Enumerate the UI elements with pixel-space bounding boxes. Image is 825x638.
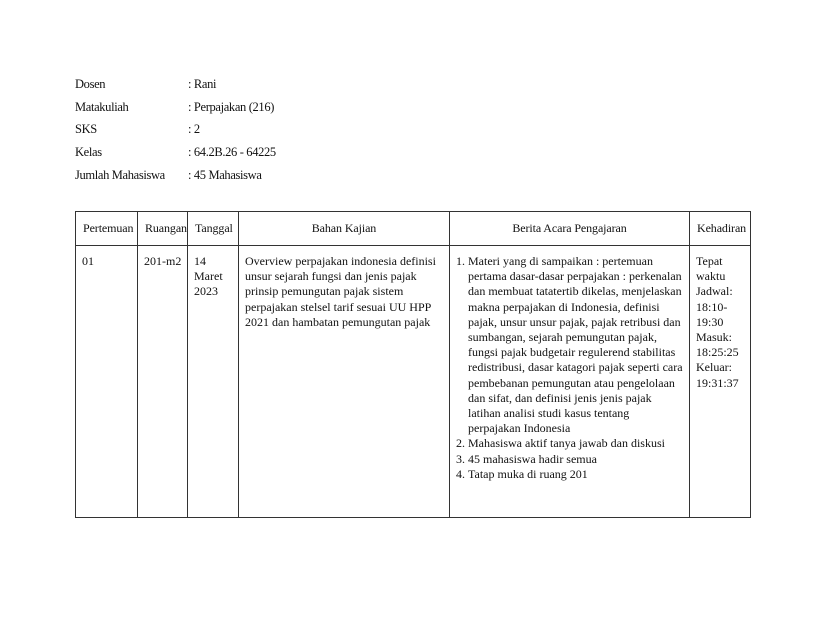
header-berita-acara: Berita Acara Pengajaran <box>450 212 690 246</box>
teaching-record-table <box>75 211 751 518</box>
header-bahan-kajian: Bahan Kajian <box>239 212 450 246</box>
kehadiran-line: 19:30 <box>696 314 724 329</box>
list-number: 2. <box>456 436 465 451</box>
kehadiran-line: 19:31:37 <box>696 375 739 390</box>
list-item <box>456 451 684 467</box>
info-label: Kelas <box>75 144 102 159</box>
list-text: Tatap muka di ruang 201 <box>468 466 588 481</box>
info-row-sks <box>75 118 276 141</box>
info-label: Jumlah Mahasiswa <box>75 167 165 182</box>
info-value: : 64.2B.26 - 64225 <box>188 144 276 159</box>
info-value: : Perpajakan (216) <box>188 99 275 114</box>
header-ruangan: Ruangan <box>138 212 188 246</box>
info-label: Dosen <box>75 76 106 91</box>
list-item <box>456 436 684 451</box>
header-pertemuan: Pertemuan <box>76 212 138 246</box>
header-tanggal: Tanggal <box>188 212 239 246</box>
cell-ruangan: 201-m2 <box>138 246 188 518</box>
kehadiran-line: Jadwal: <box>696 284 733 299</box>
list-number: 3. <box>456 451 465 466</box>
info-row-jumlah-mahasiswa <box>75 164 276 187</box>
cell-tanggal <box>188 246 239 518</box>
list-item <box>456 254 684 436</box>
kehadiran-line: 18:10- <box>696 299 728 314</box>
info-label: SKS <box>75 122 97 137</box>
table-header-row <box>76 212 751 246</box>
kehadiran-line: Keluar: <box>696 360 732 375</box>
list-text: Mahasiswa aktif tanya jawab dan diskusi <box>468 436 665 451</box>
header-kehadiran: Kehadiran <box>690 212 751 246</box>
berita-list <box>456 254 684 482</box>
cell-kehadiran <box>690 246 751 518</box>
info-row-kelas <box>75 141 276 164</box>
kehadiran-line: waktu <box>696 269 726 284</box>
info-row-matakuliah <box>75 96 276 119</box>
info-value: : 2 <box>188 122 200 137</box>
list-number: 4. <box>456 466 465 481</box>
table-row <box>76 246 751 518</box>
kehadiran-line: Tepat <box>696 254 723 268</box>
tanggal-year: 2023 <box>194 284 218 299</box>
kehadiran-line: 18:25:25 <box>696 345 739 360</box>
list-number: 1. <box>456 254 465 268</box>
cell-berita-acara <box>450 246 690 518</box>
tanggal-month: Maret <box>194 269 223 284</box>
info-row-dosen <box>75 73 276 96</box>
info-value: : 45 Mahasiswa <box>188 167 262 182</box>
info-value: : Rani <box>188 76 217 91</box>
cell-bahan-kajian: Overview perpajakan indonesia definisi unsur sejarah fungsi dan jenis pajak prinsip pemungutan pajak sistem perpajakan stelsel tarif sesuai UU HPP 2021 dan hambatan pemungutan pajak <box>239 246 450 518</box>
kehadiran-line: Masuk: <box>696 330 732 345</box>
info-label: Matakuliah <box>75 99 129 114</box>
cell-pertemuan: 01 <box>76 246 138 518</box>
course-info <box>75 73 276 186</box>
tanggal-day: 14 <box>194 254 206 268</box>
list-item <box>456 466 684 482</box>
list-text: 45 mahasiswa hadir semua <box>468 451 597 466</box>
list-text: Materi yang di sampaikan : pertemuan pertama dasar-dasar perpajakan : perkenalan dan membuat tatatertib dikelas, menjelaskan makna perpajakan di Indonesia, definisi pajak, unsur unsur pajak, pajak retribusi dan sumbangan, sejarah pemungutan pajak, fungsi pajak budgetair regulerend stabilitas redistribusi, dasar katagori pajak seperti cara pembebanan pemungutan atau pengelolaan dan sifat, dan definisi jenis jenis pajak latihan analisi studi kasus tentang perpajakan Indonesia <box>468 254 683 436</box>
